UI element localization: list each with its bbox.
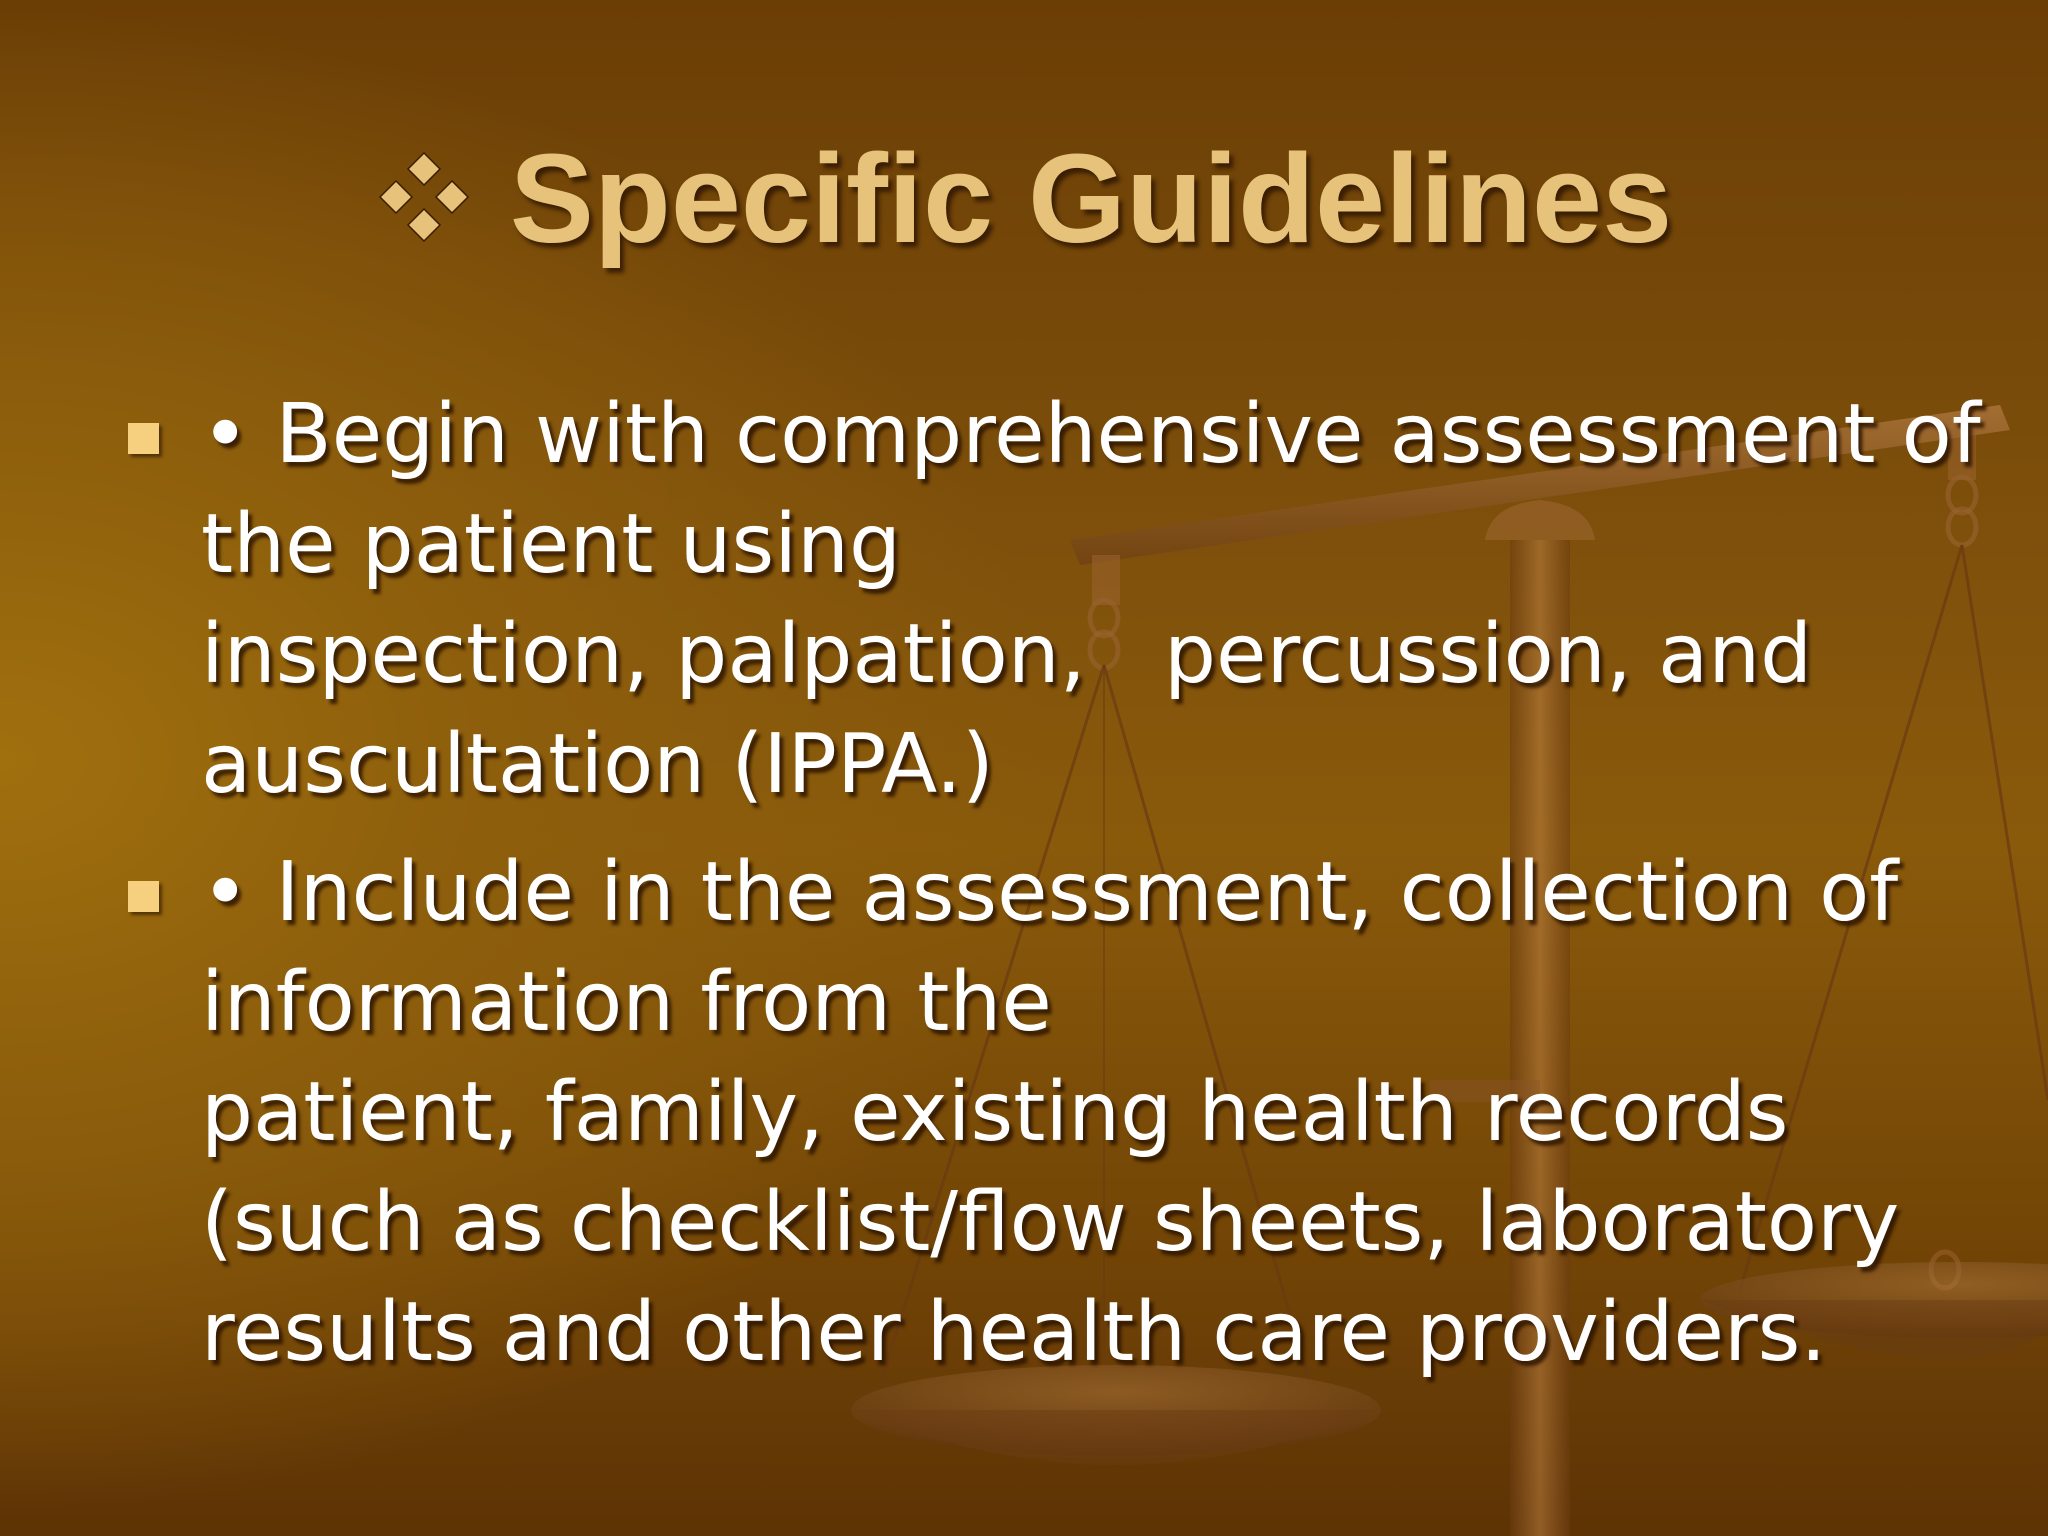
bullet-line: inspection, palpation, percussion, and [201, 607, 1813, 702]
bullet-line: the patient using [201, 497, 902, 592]
slide-title [0, 130, 2048, 269]
bullet-line: (such as checklist/flow sheets, laboratory [201, 1175, 1900, 1270]
slide-title-text: Specific Guidelines [509, 128, 1673, 269]
bullet-line: information from the [201, 955, 1052, 1050]
bullet-text [201, 838, 2008, 1388]
bullet-line: • Begin with comprehensive assessment of [201, 387, 1981, 482]
square-bullet-icon [128, 881, 159, 912]
list-item [128, 838, 2008, 1388]
list-item [128, 380, 2008, 820]
square-bullet-icon [128, 423, 159, 454]
bullet-line: patient, family, existing health records [201, 1065, 1789, 1160]
four-diamond-ornament-icon [376, 149, 472, 245]
bullet-line: auscultation (IPPA.) [201, 717, 994, 812]
bullet-line: • Include in the assessment, collection of [201, 845, 1899, 940]
bullet-text [201, 380, 2008, 820]
bullet-line: results and other health care providers. [201, 1285, 1827, 1380]
bullet-list [128, 380, 2008, 1406]
